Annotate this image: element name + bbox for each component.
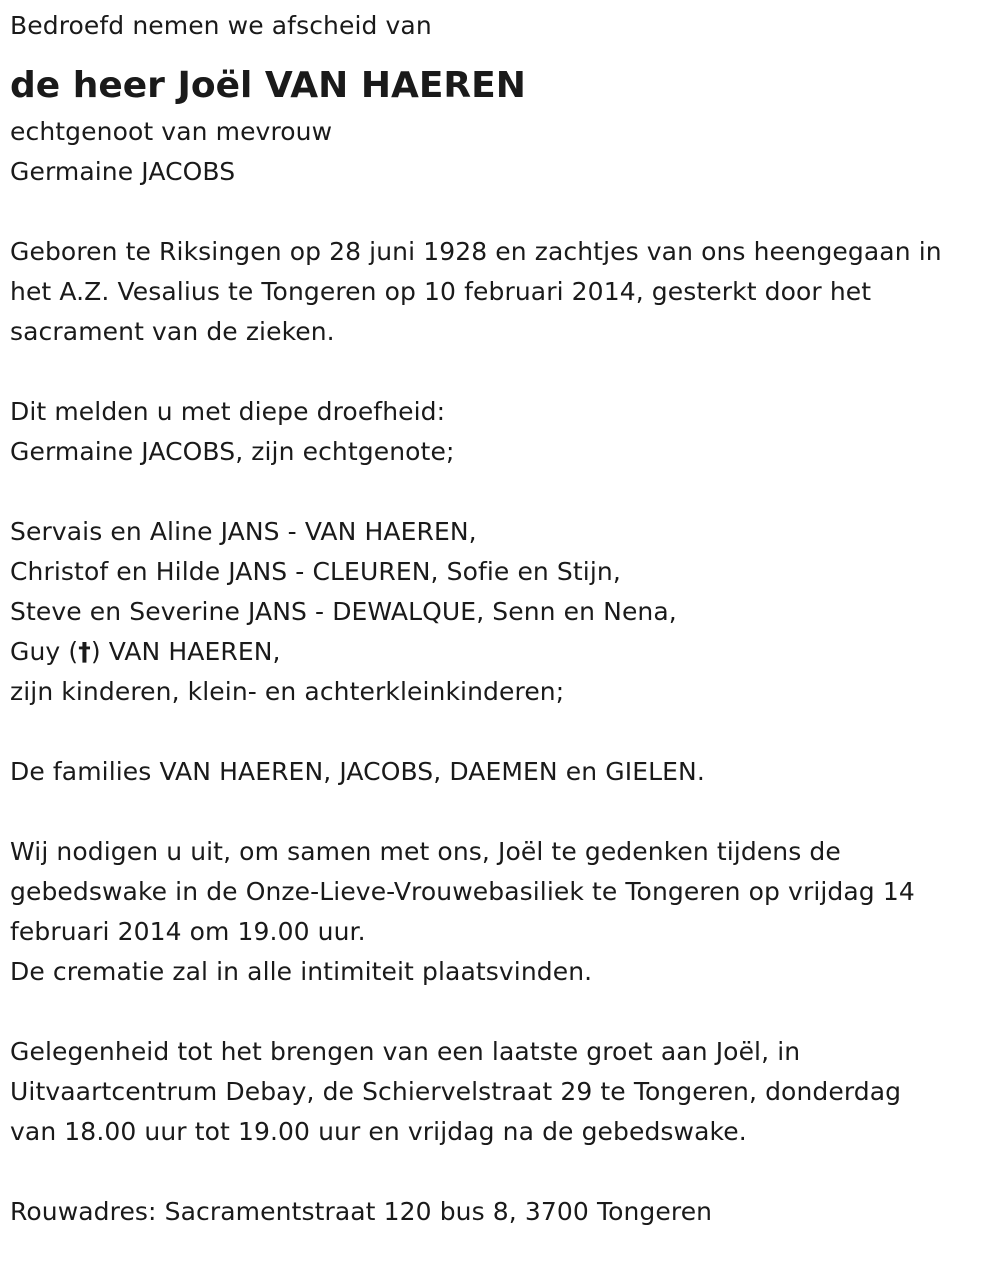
invitation-line: Wij nodigen u uit, om samen met ons, Joël te gedenken tijdens de	[10, 837, 841, 866]
spacer	[10, 352, 990, 392]
birth-death-line: Geboren te Riksingen op 28 juni 1928 en zachtjes van ons heengegaan in	[10, 237, 942, 266]
announcers-paragraph	[10, 392, 990, 472]
farewell-paragraph	[10, 1032, 990, 1152]
farewell-line: Gelegenheid tot het brengen van een laatste groet aan Joël, in	[10, 1037, 801, 1066]
announcers-line: Dit melden u met diepe droefheid:	[10, 397, 446, 426]
intro-text: Bedroefd nemen we afscheid van	[10, 11, 432, 40]
announcers-line: Germaine JACOBS, zijn echtgenote;	[10, 437, 455, 466]
guy-prefix: Guy (	[10, 637, 79, 666]
child-line: Christof en Hilde JANS - CLEUREN, Sofie en Stijn,	[10, 557, 621, 586]
farewell-line: van 18.00 uur tot 19.00 uur en vrijdag na de gebedswake.	[10, 1117, 747, 1146]
children-paragraph	[10, 512, 990, 712]
invitation-line: gebedswake in de Onze-Lieve-Vrouwebasiliek te Tongeren op vrijdag 14	[10, 877, 915, 906]
farewell-line: Uitvaartcentrum Debay, de Schiervelstraat 29 te Tongeren, donderdag	[10, 1077, 902, 1106]
mourning-address: Rouwadres: Sacramentstraat 120 bus 8, 3700 Tongeren	[10, 1197, 713, 1226]
invitation-line: De crematie zal in alle intimiteit plaatsvinden.	[10, 957, 593, 986]
child-line: Servais en Aline JANS - VAN HAEREN,	[10, 517, 477, 546]
spouse-line-1: echtgenoot van mevrouw	[10, 117, 333, 146]
child-line-guy	[10, 632, 990, 672]
spacer	[10, 712, 990, 752]
invitation-paragraph	[10, 832, 990, 992]
spacer	[10, 192, 990, 232]
guy-suffix: ) VAN HAEREN,	[90, 637, 281, 666]
death-notice	[10, 6, 990, 1232]
spouse-line-2: Germaine JACOBS	[10, 157, 236, 186]
families-line: De families VAN HAEREN, JACOBS, DAEMEN en GIELEN.	[10, 757, 705, 786]
children-closing-line: zijn kinderen, klein- en achterkleinkinderen;	[10, 677, 565, 706]
spacer	[10, 992, 990, 1032]
cross-icon: †	[78, 637, 91, 666]
invitation-line: februari 2014 om 19.00 uur.	[10, 917, 366, 946]
deceased-name: de heer Joël VAN HAEREN	[10, 65, 526, 106]
birth-death-line: sacrament van de zieken.	[10, 317, 335, 346]
spacer	[10, 472, 990, 512]
birth-death-line: het A.Z. Vesalius te Tongeren op 10 februari 2014, gesterkt door het	[10, 277, 872, 306]
spacer	[10, 792, 990, 832]
birth-death-paragraph	[10, 232, 990, 352]
spacer	[10, 1152, 990, 1192]
child-line: Steve en Severine JANS - DEWALQUE, Senn en Nena,	[10, 597, 677, 626]
